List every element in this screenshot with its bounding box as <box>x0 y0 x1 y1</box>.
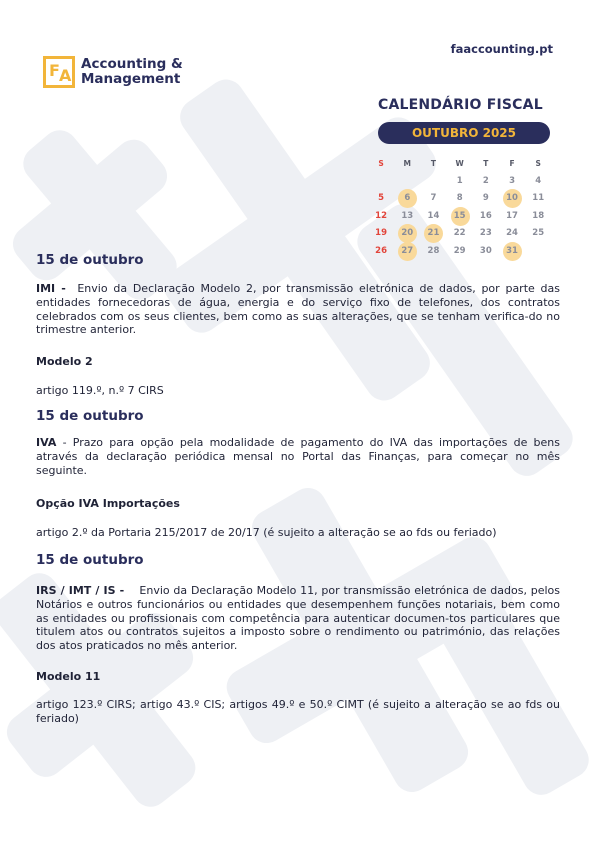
entry-date: 15 de outubro <box>36 552 144 568</box>
calendar-day: 10 <box>499 190 525 208</box>
entry-reference: artigo 119.º, n.º 7 CIRS <box>36 384 164 397</box>
calendar-empty-day <box>368 173 394 191</box>
calendar-day: 23 <box>479 228 492 238</box>
calendar-week-row <box>368 243 551 261</box>
calendar-day: 9 <box>482 193 489 203</box>
calendar-day: 6 <box>394 190 420 208</box>
brand-name <box>81 57 183 87</box>
brand-name-line2: Management <box>81 71 181 87</box>
calendar-day: 4 <box>535 175 542 186</box>
entry-text: Envio da Declaração Modelo 2, por transmissão eletrónica de dados, por parte das entidades fornecedoras de água, energia e do serviço fixo de telefones, dos contratos celebrados com os seus clientes, bem como as suas alterações, que se tenham verifica-do no trimestre anterior. <box>36 282 561 337</box>
calendar-day: 5 <box>378 193 385 203</box>
entry-text: - Prazo para opção pela modalidade de pagamento do IVA das importações de bens através da declaração periódica mensal no Portal das Finanças, para começar no mês seguinte. <box>36 436 561 477</box>
calendar-day: 13 <box>401 210 414 221</box>
calendar-month: OUTUBRO 2025 <box>378 122 550 144</box>
calendar-day: 3 <box>509 175 515 186</box>
calendar-day: 18 <box>532 210 545 221</box>
calendar-weekday-row <box>368 155 551 173</box>
calendar-day: 28 <box>427 245 440 256</box>
calendar-week-row <box>368 173 551 191</box>
calendar-grid <box>368 155 551 260</box>
calendar-day: 11 <box>532 193 545 203</box>
calendar-day: 8 <box>456 193 463 203</box>
entry-tag: IMI - <box>36 282 66 295</box>
calendar-weekday: S <box>535 159 541 168</box>
entry-tag: IVA <box>36 436 57 449</box>
entry-reference: artigo 123.º CIRS; artigo 43.º CIS; artigos 49.º e 50.º CIMT (é sujeito a alteração se ao fds ou feriado) <box>36 698 560 725</box>
calendar-day: 2 <box>482 175 489 186</box>
calendar-day: 31 <box>499 243 525 261</box>
entry-tag: IRS / IMT / IS - <box>36 584 125 597</box>
entry-text: Envio da Declaração Modelo 11, por transmissão eletrónica de dados, pelos Notários e outros funcionários ou entidades que desempenhem funções notariais, bem como as entidades ou profissionais com competência para autenticar documen-tos particulares que titulem atos ou contratos sujeitos a imposto sobre o rendimento ou património, das relações dos atos praticados no mês anterior. <box>36 584 560 653</box>
entry <box>36 408 561 539</box>
entry-reference: artigo 2.º da Portaria 215/2017 de 20/17 (é sujeito a alteração se ao fds ou feriado) <box>36 526 497 539</box>
entry-date: 15 de outubro <box>36 408 144 424</box>
calendar-day: 7 <box>430 193 437 203</box>
calendar-day: 27 <box>394 243 420 261</box>
calendar-weekday: S <box>378 159 384 168</box>
entry-description <box>36 282 560 337</box>
entry-form: Opção IVA Importações <box>36 497 180 510</box>
brand-name-line1: Accounting & <box>81 56 183 72</box>
calendar-week-row <box>368 190 551 208</box>
calendar-day: 14 <box>427 210 440 221</box>
calendar-day: 15 <box>447 208 473 226</box>
calendar-weekday: F <box>509 159 515 168</box>
entry <box>36 252 561 397</box>
calendar-weekday: W <box>455 159 464 168</box>
entry-description <box>36 436 560 477</box>
calendar-week-row <box>368 208 551 226</box>
calendar-day: 29 <box>453 245 466 256</box>
brand-logo[interactable] <box>43 56 183 88</box>
calendar-title: CALENDÁRIO FISCAL <box>378 97 543 113</box>
calendar-day: 30 <box>479 245 492 256</box>
calendar-day: 12 <box>375 210 388 221</box>
calendar-weekday: T <box>483 159 489 168</box>
calendar-weekday: M <box>403 159 412 168</box>
fa-logo-icon: F A <box>43 56 75 88</box>
calendar-empty-day <box>420 173 446 191</box>
calendar-day: 20 <box>394 225 420 243</box>
calendar-day: 16 <box>479 210 492 221</box>
calendar-day: 26 <box>375 245 388 256</box>
entry-form: Modelo 2 <box>36 355 93 368</box>
calendar-day: 24 <box>506 228 518 238</box>
calendar-empty-day <box>394 173 420 191</box>
entry-description <box>36 584 560 653</box>
calendar-week-row <box>368 225 551 243</box>
calendar-day: 22 <box>453 228 466 238</box>
calendar-day: 19 <box>375 228 388 238</box>
calendar-day: 25 <box>532 228 545 238</box>
website-link[interactable]: faaccounting.pt <box>450 42 553 56</box>
calendar-day: 17 <box>506 210 518 221</box>
calendar-day: 21 <box>420 225 446 243</box>
entry-date: 15 de outubro <box>36 252 144 268</box>
calendar-empty-day <box>525 243 551 261</box>
entry-form: Modelo 11 <box>36 670 101 683</box>
calendar-weekday: T <box>430 159 437 168</box>
entry <box>36 552 560 725</box>
calendar-day: 1 <box>456 175 463 186</box>
